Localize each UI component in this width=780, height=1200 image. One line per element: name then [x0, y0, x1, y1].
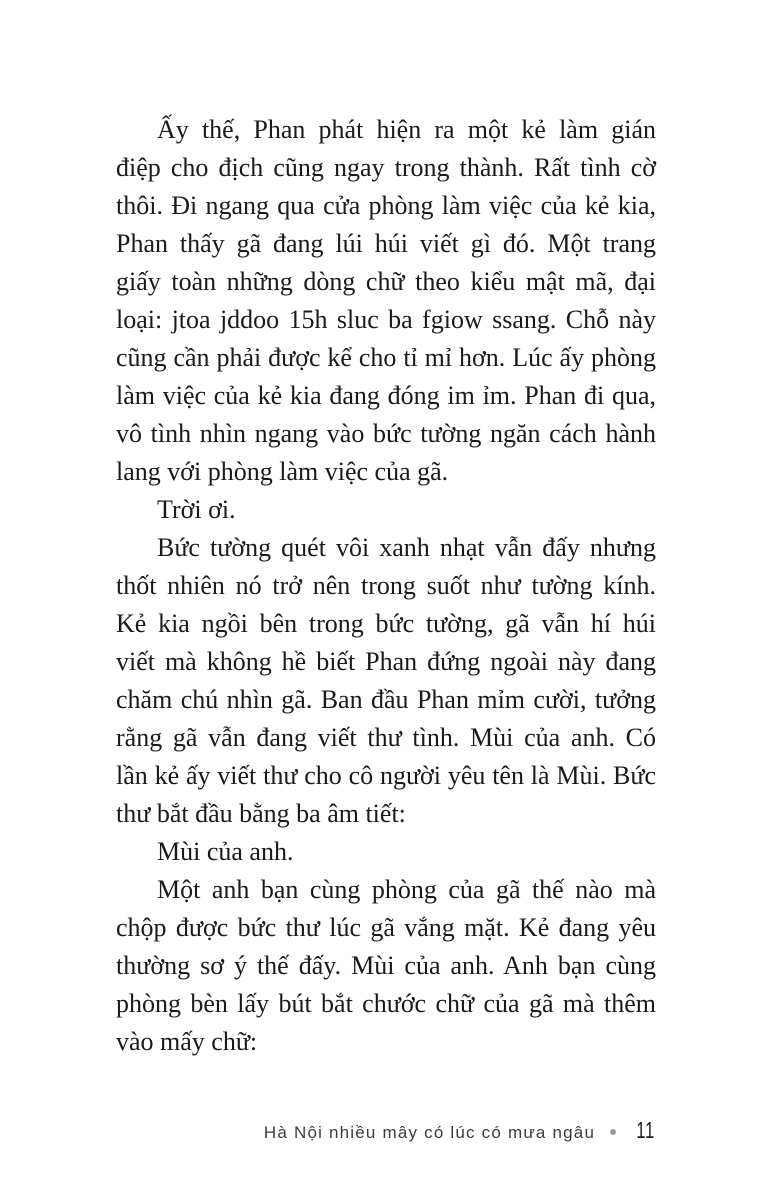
running-title: Hà Nội nhiều mây có lúc có mưa ngâu — [263, 1123, 596, 1142]
text-line: Trời ơi. — [157, 495, 236, 524]
text-line: Mùi của anh. — [157, 837, 294, 866]
page-footer — [264, 1117, 655, 1144]
text-line: giấy toàn những dòng chữ theo kiểu mật mã, đại — [116, 267, 656, 296]
text-line: thư bắt đầu bằng ba âm tiết: — [116, 799, 406, 828]
page-number: 11 — [636, 1117, 655, 1143]
text-line: thôi. Đi ngang qua cửa phòng làm việc của kẻ kia, — [116, 191, 656, 220]
text-line: vô tình nhìn ngang vào bức tường ngăn cách hành — [116, 419, 656, 448]
text-line: phòng bèn lấy bút bắt chước chữ của gã mà thêm — [116, 989, 656, 1018]
text-line: điệp cho địch cũng ngay trong thành. Rất tình cờ — [116, 153, 656, 182]
text-line: viết mà không hề biết Phan đứng ngoài này đang — [116, 647, 656, 676]
text-line: Một anh bạn cùng phòng của gã thế nào mà — [157, 875, 656, 904]
text-line: Ấy thế, Phan phát hiện ra một kẻ làm gián — [157, 115, 656, 144]
bullet-separator-icon — [610, 1129, 616, 1135]
text-line: chộp được bức thư lúc gã vắng mặt. Kẻ đang yêu — [116, 913, 656, 942]
text-line: loại: jtoa jddoo 15h sluc ba fgiow ssang. Chỗ này — [116, 305, 656, 334]
text-line: làm việc của kẻ kia đang đóng im ỉm. Phan đi qua, — [116, 381, 656, 410]
text-line: Phan thấy gã đang lúi húi viết gì đó. Một trang — [116, 229, 656, 258]
text-line: lang với phòng làm việc của gã. — [116, 457, 449, 486]
text-line: lần kẻ ấy viết thư cho cô người yêu tên là Mùi. Bức — [116, 761, 656, 790]
text-line: rằng gã vẫn đang viết thư tình. Mùi của anh. Có — [116, 723, 656, 752]
text-line: thường sơ ý thế đấy. Mùi của anh. Anh bạn cùng — [116, 951, 656, 980]
body-text — [116, 111, 656, 1061]
text-line: vào mấy chữ: — [116, 1027, 258, 1056]
text-line: thốt nhiên nó trở nên trong suốt như tường kính. — [116, 571, 656, 600]
text-line: chăm chú nhìn gã. Ban đầu Phan mỉm cười, tưởng — [116, 685, 656, 714]
text-line: Bức tường quét vôi xanh nhạt vẫn đấy nhưng — [157, 533, 656, 562]
text-line: cũng cần phải được kể cho tỉ mỉ hơn. Lúc ấy phòng — [116, 343, 656, 372]
text-line: Kẻ kia ngồi bên trong bức tường, gã vẫn hí húi — [116, 609, 656, 638]
